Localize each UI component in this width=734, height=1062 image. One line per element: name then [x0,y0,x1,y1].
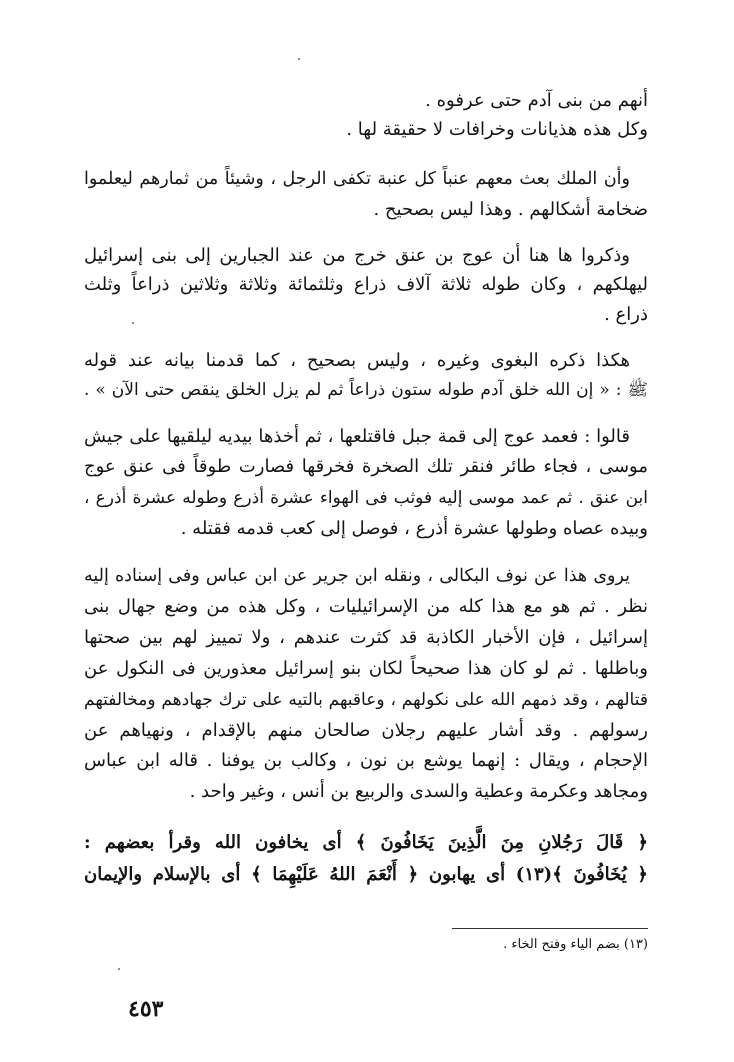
text-line: وأن الملك بعث معهم عنباً كل عنبة تكفى الرجل ، وشيئاً من ثمارهم ليعلموا [84,169,630,189]
print-speck [298,58,300,60]
text-line: وباطلها . ثم لو كان هذا صحيحاً لكان بنو إسرائيل معذورين فى النكول عن [84,658,648,679]
text-line: قتالهم ، وقد ذمهم الله على نكولهم ، وعاقبهم بالتيه على ترك جهادهم ومخالفتهم [84,690,648,710]
text-line: ومجاهد وعكرمة وعطية والسدى والربيع بن أنس ، وغير واحد . [189,781,648,802]
page-number: ٤٥٣ [128,996,164,1022]
quran-verse-line: ﴿ قَالَ رَجُلانِ مِنَ الَّذِينَ يَخَافُونَ ﴾ أى يخافون الله وقرأ بعضهم : [84,832,648,853]
text-line: ذراع . [604,304,648,325]
text-line: الإحجام ، ويقال : إنهما يوشع بن نون ، وكالب بن يوفنا . قاله ابن عباس [84,750,648,771]
text-line: وذكروا ها هنا أن عوج بن عنق خرج من عند الجبارين إلى بنى إسرائيل [84,245,630,266]
text-line: إسرائيل ، فإن الأخبار الكاذبة قد كثرت عندهم ، ولا تمييز لهم بين صحتها [84,627,648,648]
text-line: ﷺ : « إن الله خلق آدم طوله ستون ذراعاً ثم لم يزل الخلق ينقص حتى الآن » . [84,380,648,400]
text-line: وكل هذه هذيانات وخرافات لا حقيقة لها . [346,119,648,140]
text-line: أنهم من بنى آدم حتى عرفوه . [425,90,648,111]
footnote: (١٣) بضم الياء وفتح الخاء . [503,937,648,952]
text-line: ابن عنق . ثم عمد موسى إليه فوثب فى الهواء عشرة أذرع وطوله عشرة أذرع ، [84,488,648,508]
text-line: نظر . ثم هو مع هذا كله من الإسرائيليات ، وكل هذه من وضع جهال بنى [84,596,648,617]
print-speck [132,322,134,324]
footnote-divider [452,928,648,929]
text-line: موسى ، فجاء طائر فنقر تلك الصخرة فخرقها فصارت طوقاً فى عنق عوج [84,456,648,477]
quran-verse-line: ﴿ يُخَافُونَ ﴾(١٣) أى يهابون ﴿ أَنْعَمَ اللهُ عَلَيْهِمَا ﴾ أى بالإسلام والإيمان [84,864,648,885]
text-line: هكذا ذكره البغوى وغيره ، وليس بصحيح ، كما قدمنا بيانه عند قوله [84,350,630,371]
text-line: قالوا : فعمد عوج إلى قمة جبل فاقتلعها ، ثم أخذها بيديه ليلقيها على جيش [84,426,630,447]
text-line: ضخامة أشكالهم . وهذا ليس بصحيح . [373,199,648,220]
text-line: يروى هذا عن نوف البكالى ، ونقله ابن جرير عن ابن عباس وفى إسناده إليه [84,566,630,586]
text-line: وبيده عصاه وطولها عشرة أذرع ، فوصل إلى كعب قدمه فقتله . [180,518,648,539]
text-line: رسولهم . وقد أشار عليهم رجلان صالحان منهم بالإقدام ، ونهياهم عن [84,720,648,741]
print-speck [118,968,120,970]
text-line: ليهلكهم ، وكان طوله ثلاثة آلاف ذراع وثلثمائة وثلاثة وثلاثين ذراعاً وثلث [84,274,648,295]
